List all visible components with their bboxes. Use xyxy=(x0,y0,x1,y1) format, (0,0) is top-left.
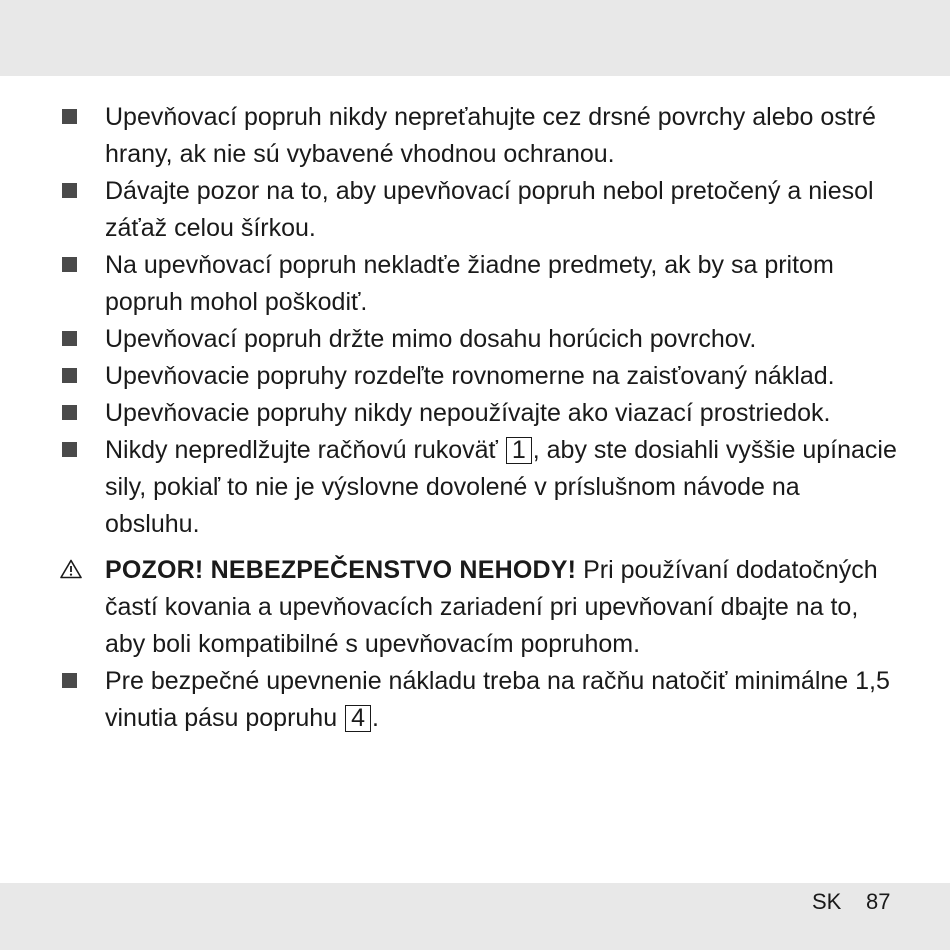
part-reference-box: 1 xyxy=(506,437,532,464)
part-reference-box: 4 xyxy=(345,705,371,732)
list-item xyxy=(60,173,900,247)
list-item-text-after: . xyxy=(371,704,379,732)
square-bullet-icon xyxy=(62,442,77,457)
list-item xyxy=(60,321,900,358)
list-item xyxy=(60,247,900,321)
list-item xyxy=(60,432,900,543)
footer-language: SK xyxy=(812,889,842,914)
square-bullet-icon xyxy=(62,183,77,198)
warning-triangle-icon xyxy=(60,559,82,579)
list-item-text: Dávajte pozor na to, aby upevňovací popruh nebol pretočený a niesol záťaž celou šírkou. xyxy=(105,177,874,242)
list-item xyxy=(60,395,900,432)
list-item-text-before: Nikdy nepredlžujte račňovú rukoväť xyxy=(105,436,505,464)
list-item xyxy=(60,358,900,395)
list-item xyxy=(60,99,900,173)
safety-instructions xyxy=(60,99,900,737)
page-number: 87 xyxy=(866,889,891,914)
warning-heading: POZOR! NEBEZPEČENSTVO NEHODY! xyxy=(105,556,577,584)
square-bullet-icon xyxy=(62,331,77,346)
warning-block xyxy=(60,552,900,663)
list-item-text: Na upevňovací popruh nekladťe žiadne predmety, ak by sa pritom popruh mohol poškodiť. xyxy=(105,251,834,316)
list-item-text-after: , aby ste dosiahli vyššie upínacie sily, pokiaľ to nie je výslovne dovolené v príslušnom návode na obsluhu. xyxy=(105,436,897,538)
list-item xyxy=(60,663,900,737)
bottom-band xyxy=(0,883,950,950)
square-bullet-icon xyxy=(62,368,77,383)
square-bullet-icon xyxy=(62,673,77,688)
list-item-text: Upevňovacie popruhy rozdeľte rovnomerne na zaisťovaný náklad. xyxy=(105,362,835,390)
list-item-text: Upevňovacie popruhy nikdy nepoužívajte ako viazací prostriedok. xyxy=(105,399,831,427)
square-bullet-icon xyxy=(62,405,77,420)
list-item-text-before: Pre bezpečné upevnenie nákladu treba na račňu natočiť minimálne 1,5 vinutia pásu popruhu xyxy=(105,667,890,732)
top-band xyxy=(0,0,950,76)
square-bullet-icon xyxy=(62,257,77,272)
list-item-text: Upevňovací popruh nikdy nepreťahujte cez drsné povrchy alebo ostré hrany, ak nie sú vybavené vhodnou ochranou. xyxy=(105,103,876,168)
list-item-text: Upevňovací popruh držte mimo dosahu horúcich povrchov. xyxy=(105,325,757,353)
warning-text: Pri používaní dodatočných častí kovania a upevňovacích zariadení pri upevňovaní dbajte na to, aby boli kompatibilné s upevňovacím popruhom. xyxy=(105,556,878,658)
square-bullet-icon xyxy=(62,109,77,124)
